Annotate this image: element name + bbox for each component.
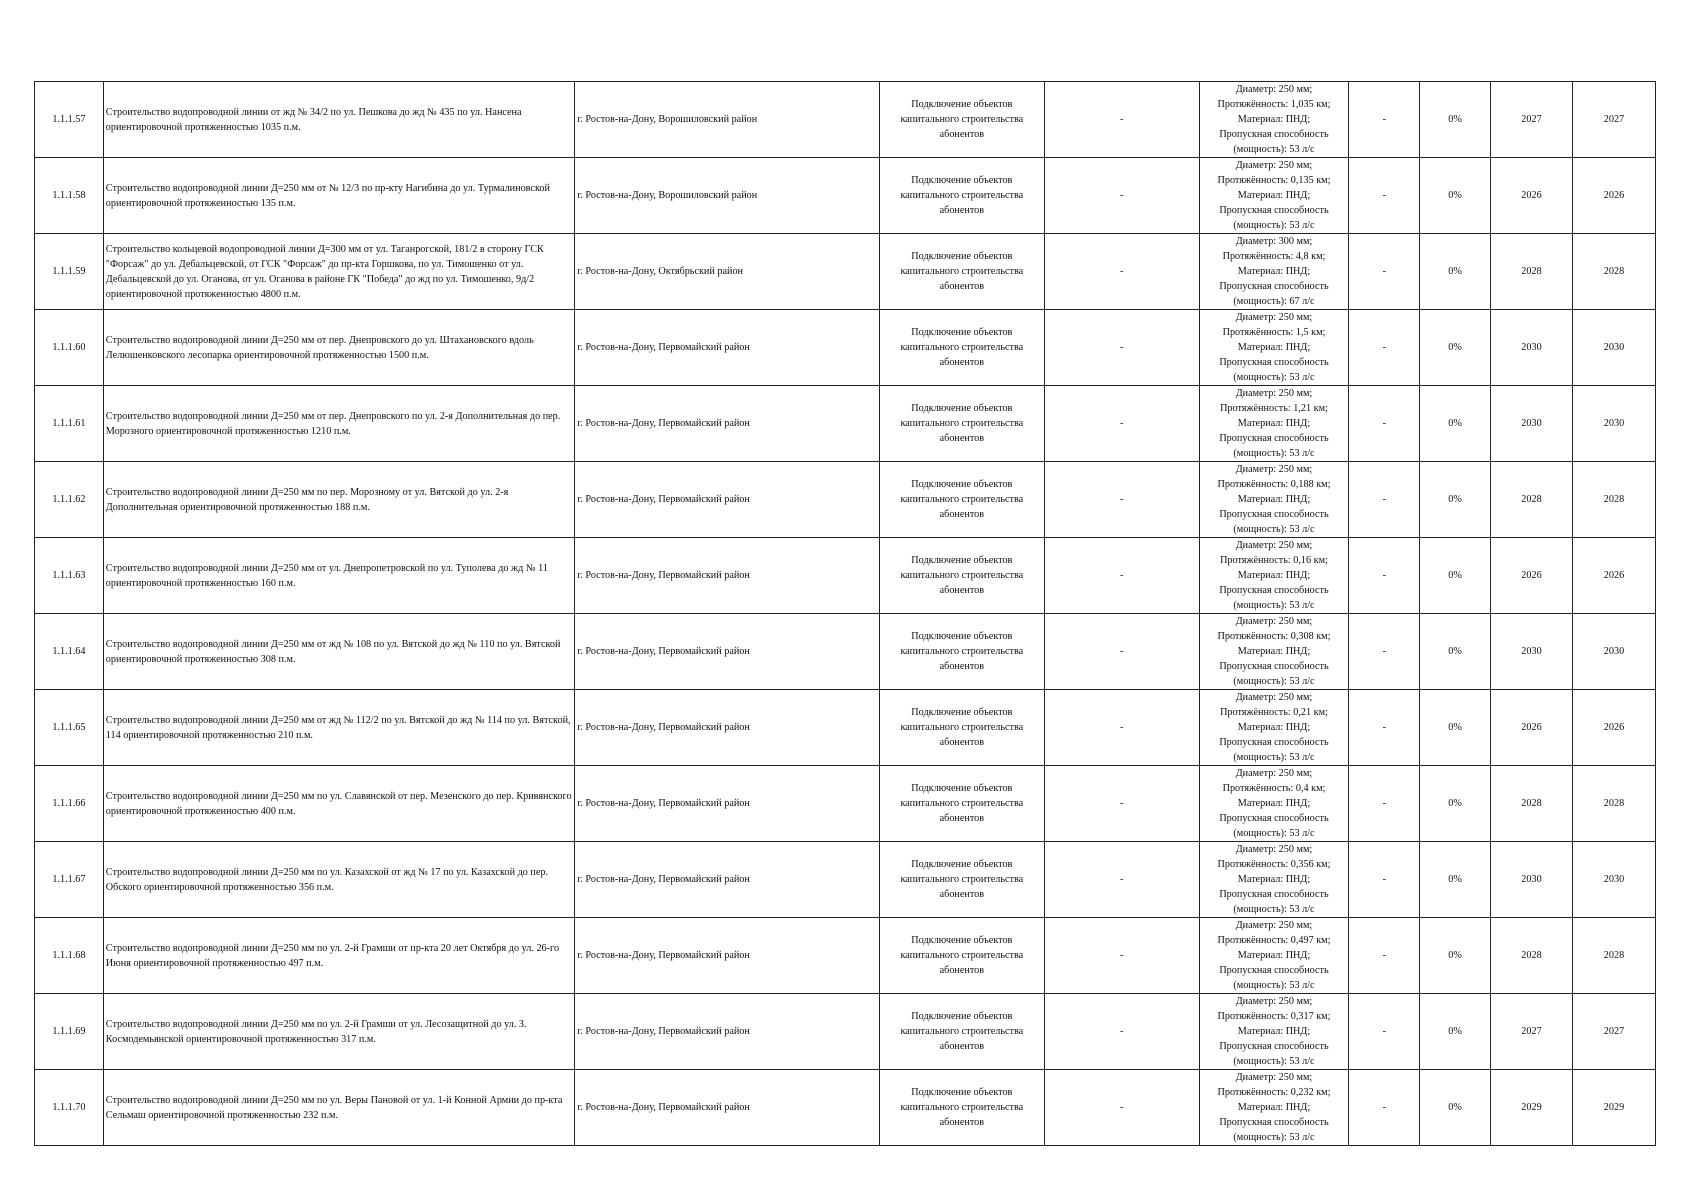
project-location: г. Ростов-на-Дону, Первомайский район — [575, 310, 880, 386]
spec-line: (мощность): 53 л/с — [1233, 828, 1315, 839]
end-year: 2030 — [1572, 310, 1655, 386]
technical-specs — [1199, 994, 1349, 1070]
start-year: 2028 — [1491, 234, 1573, 310]
end-year: 2026 — [1572, 538, 1655, 614]
project-name: Строительство водопроводной линии Д=250 мм по пер. Морозному от ул. Вятской до ул. 2-я Дополнительная ориентировочной протяженностью 188 п.м. — [103, 462, 575, 538]
empty-value-cell: - — [1044, 1070, 1199, 1146]
spec-line: Пропускная способность — [1219, 965, 1329, 976]
empty-value-cell: - — [1349, 918, 1420, 994]
spec-line: Пропускная способность — [1219, 585, 1329, 596]
row-number: 1.1.1.59 — [35, 234, 104, 310]
project-location: г. Ростов-на-Дону, Первомайский район — [575, 690, 880, 766]
project-location: г. Ростов-на-Дону, Первомайский район — [575, 462, 880, 538]
technical-specs — [1199, 538, 1349, 614]
spec-line: Материал: ПНД; — [1237, 190, 1311, 201]
empty-value-cell: - — [1349, 766, 1420, 842]
spec-line: Пропускная способность — [1219, 357, 1329, 368]
project-name: Строительство кольцевой водопроводной линии Д=300 мм от ул. Таганрогской, 181/2 в сторону ГСК "Форсаж" до ул. Дебальцевской, от ГСК "Форсаж" до пр-кта Горшкова, по ул. Тимошенко от ул. Дебальцевской до ул. Оганова, от ул. Оганова в районе ГК "Победа" до жд по ул. Тимошенко, 9д/2 ориентировочной протяженностью 4800 п.м. — [103, 234, 575, 310]
project-name: Строительство водопроводной линии Д=250 мм от пер. Днепровского по ул. 2-я Дополнительная до пер. Морозного ориентировочной протяженностью 1210 п.м. — [103, 386, 575, 462]
spec-line: Материал: ПНД; — [1237, 266, 1311, 277]
spec-line: Материал: ПНД; — [1237, 1026, 1311, 1037]
table-row — [35, 918, 1656, 994]
end-year: 2026 — [1572, 158, 1655, 234]
row-number: 1.1.1.66 — [35, 766, 104, 842]
spec-line: Диаметр: 250 мм; — [1235, 312, 1313, 323]
spec-line: Диаметр: 250 мм; — [1235, 844, 1313, 855]
table-row — [35, 614, 1656, 690]
table-row — [35, 234, 1656, 310]
empty-value-cell: - — [1044, 538, 1199, 614]
project-name: Строительство водопроводной линии Д=250 мм по ул. Казахской от жд № 17 по ул. Казахской до пер. Обского ориентировочной протяженностью 356 п.м. — [103, 842, 575, 918]
spec-line: Диаметр: 250 мм; — [1235, 388, 1313, 399]
project-purpose: Подключение объектов капитального строительства абонентов — [879, 842, 1044, 918]
start-year: 2028 — [1491, 918, 1573, 994]
table-row — [35, 82, 1656, 158]
empty-value-cell: - — [1349, 1070, 1420, 1146]
completion-percent: 0% — [1420, 614, 1491, 690]
spec-line: Диаметр: 250 мм; — [1235, 768, 1313, 779]
project-name: Строительство водопроводной линии Д=250 мм от № 12/3 по пр-кту Нагибина до ул. Турмалиновской ориентировочной протяженностью 135 п.м. — [103, 158, 575, 234]
row-number: 1.1.1.70 — [35, 1070, 104, 1146]
spec-line: Пропускная способность — [1219, 813, 1329, 824]
empty-value-cell: - — [1044, 614, 1199, 690]
start-year: 2026 — [1491, 690, 1573, 766]
end-year: 2030 — [1572, 386, 1655, 462]
spec-line: Протяжённость: 0,135 км; — [1217, 175, 1331, 186]
completion-percent: 0% — [1420, 918, 1491, 994]
completion-percent: 0% — [1420, 538, 1491, 614]
table-row — [35, 766, 1656, 842]
end-year: 2028 — [1572, 766, 1655, 842]
spec-line: Протяжённость: 0,21 км; — [1220, 707, 1328, 718]
spec-line: Протяжённость: 1,5 км; — [1222, 327, 1326, 338]
technical-specs — [1199, 386, 1349, 462]
technical-specs — [1199, 234, 1349, 310]
project-location: г. Ростов-на-Дону, Первомайский район — [575, 386, 880, 462]
spec-line: Протяжённость: 0,356 км; — [1217, 859, 1331, 870]
empty-value-cell: - — [1349, 842, 1420, 918]
project-location: г. Ростов-на-Дону, Первомайский район — [575, 918, 880, 994]
project-purpose: Подключение объектов капитального строительства абонентов — [879, 538, 1044, 614]
start-year: 2030 — [1491, 310, 1573, 386]
empty-value-cell: - — [1349, 386, 1420, 462]
spec-line: Материал: ПНД; — [1237, 1102, 1311, 1113]
project-purpose: Подключение объектов капитального строительства абонентов — [879, 234, 1044, 310]
empty-value-cell: - — [1349, 462, 1420, 538]
empty-value-cell: - — [1349, 614, 1420, 690]
project-location: г. Ростов-на-Дону, Октябрьский район — [575, 234, 880, 310]
completion-percent: 0% — [1420, 462, 1491, 538]
spec-line: Пропускная способность — [1219, 433, 1329, 444]
technical-specs — [1199, 462, 1349, 538]
row-number: 1.1.1.58 — [35, 158, 104, 234]
start-year: 2026 — [1491, 158, 1573, 234]
table-row — [35, 158, 1656, 234]
empty-value-cell: - — [1044, 386, 1199, 462]
spec-line: Диаметр: 250 мм; — [1235, 616, 1313, 627]
spec-line: (мощность): 53 л/с — [1233, 600, 1315, 611]
empty-value-cell: - — [1044, 234, 1199, 310]
project-name: Строительство водопроводной линии от жд № 34/2 по ул. Пешкова до жд № 435 по ул. Нансена ориентировочной протяженностью 1035 п.м. — [103, 82, 575, 158]
spec-line: Пропускная способность — [1219, 129, 1329, 140]
start-year: 2028 — [1491, 462, 1573, 538]
empty-value-cell: - — [1044, 690, 1199, 766]
empty-value-cell: - — [1349, 82, 1420, 158]
completion-percent: 0% — [1420, 994, 1491, 1070]
project-location: г. Ростов-на-Дону, Первомайский район — [575, 766, 880, 842]
spec-line: Пропускная способность — [1219, 1117, 1329, 1128]
empty-value-cell: - — [1044, 994, 1199, 1070]
technical-specs — [1199, 82, 1349, 158]
start-year: 2030 — [1491, 386, 1573, 462]
table-row — [35, 538, 1656, 614]
end-year: 2028 — [1572, 918, 1655, 994]
project-name: Строительство водопроводной линии Д=250 мм по ул. Славянской от пер. Мезенского до пер. Кривянского ориентировочной протяженностью 400 п.м. — [103, 766, 575, 842]
spec-line: (мощность): 53 л/с — [1233, 1132, 1315, 1143]
spec-line: Диаметр: 250 мм; — [1235, 464, 1313, 475]
project-name: Строительство водопроводной линии Д=250 мм от жд № 112/2 по ул. Вятской до жд № 114 по ул. Вятской, 114 ориентировочной протяженностью 210 п.м. — [103, 690, 575, 766]
project-name: Строительство водопроводной линии Д=250 мм от пер. Днепровского до ул. Штахановского вдоль Лелюшенковского лесопарка ориентировочной протяженностью 1500 п.м. — [103, 310, 575, 386]
completion-percent: 0% — [1420, 1070, 1491, 1146]
spec-line: Протяжённость: 0,317 км; — [1217, 1011, 1331, 1022]
spec-line: (мощность): 53 л/с — [1233, 904, 1315, 915]
spec-line: Пропускная способность — [1219, 661, 1329, 672]
project-name: Строительство водопроводной линии Д=250 мм от ул. Днепропетровской по ул. Туполева до жд № 11 ориентировочной протяженностью 160 п.м. — [103, 538, 575, 614]
project-purpose: Подключение объектов капитального строительства абонентов — [879, 766, 1044, 842]
project-purpose: Подключение объектов капитального строительства абонентов — [879, 158, 1044, 234]
completion-percent: 0% — [1420, 842, 1491, 918]
spec-line: (мощность): 53 л/с — [1233, 980, 1315, 991]
end-year: 2030 — [1572, 614, 1655, 690]
project-purpose: Подключение объектов капитального строительства абонентов — [879, 994, 1044, 1070]
technical-specs — [1199, 766, 1349, 842]
technical-specs — [1199, 310, 1349, 386]
start-year: 2027 — [1491, 994, 1573, 1070]
table-row — [35, 842, 1656, 918]
spec-line: Диаметр: 250 мм; — [1235, 540, 1313, 551]
start-year: 2026 — [1491, 538, 1573, 614]
empty-value-cell: - — [1044, 310, 1199, 386]
row-number: 1.1.1.60 — [35, 310, 104, 386]
technical-specs — [1199, 1070, 1349, 1146]
completion-percent: 0% — [1420, 766, 1491, 842]
spec-line: Пропускная способность — [1219, 509, 1329, 520]
project-name: Строительство водопроводной линии Д=250 мм от жд № 108 по ул. Вятской до жд № 110 по ул. Вятской ориентировочной протяженностью 308 п.м. — [103, 614, 575, 690]
empty-value-cell: - — [1044, 918, 1199, 994]
completion-percent: 0% — [1420, 82, 1491, 158]
project-name: Строительство водопроводной линии Д=250 мм по ул. 2-й Грамши от ул. Лесозащитной до ул. З. Космодемьянской ориентировочной протяженностью 317 п.м. — [103, 994, 575, 1070]
end-year: 2027 — [1572, 994, 1655, 1070]
spec-line: (мощность): 53 л/с — [1233, 752, 1315, 763]
empty-value-cell: - — [1349, 690, 1420, 766]
project-location: г. Ростов-на-Дону, Первомайский район — [575, 842, 880, 918]
spec-line: Протяжённость: 0,308 км; — [1217, 631, 1331, 642]
table-row — [35, 310, 1656, 386]
completion-percent: 0% — [1420, 310, 1491, 386]
spec-line: Протяжённость: 1,21 км; — [1220, 403, 1328, 414]
row-number: 1.1.1.57 — [35, 82, 104, 158]
empty-value-cell: - — [1044, 842, 1199, 918]
row-number: 1.1.1.62 — [35, 462, 104, 538]
project-location: г. Ростов-на-Дону, Первомайский район — [575, 1070, 880, 1146]
spec-line: Пропускная способность — [1219, 737, 1329, 748]
spec-line: (мощность): 53 л/с — [1233, 676, 1315, 687]
empty-value-cell: - — [1349, 310, 1420, 386]
spec-line: Материал: ПНД; — [1237, 950, 1311, 961]
row-number: 1.1.1.68 — [35, 918, 104, 994]
end-year: 2027 — [1572, 82, 1655, 158]
row-number: 1.1.1.64 — [35, 614, 104, 690]
project-location: г. Ростов-на-Дону, Ворошиловский район — [575, 82, 880, 158]
project-purpose: Подключение объектов капитального строительства абонентов — [879, 386, 1044, 462]
project-purpose: Подключение объектов капитального строительства абонентов — [879, 1070, 1044, 1146]
spec-line: (мощность): 67 л/с — [1233, 296, 1315, 307]
table-row — [35, 462, 1656, 538]
spec-line: Диаметр: 250 мм; — [1235, 84, 1313, 95]
completion-percent: 0% — [1420, 690, 1491, 766]
row-number: 1.1.1.69 — [35, 994, 104, 1070]
spec-line: Диаметр: 250 мм; — [1235, 692, 1313, 703]
project-purpose: Подключение объектов капитального строительства абонентов — [879, 918, 1044, 994]
spec-line: Протяжённость: 4,8 км; — [1222, 251, 1326, 262]
row-number: 1.1.1.65 — [35, 690, 104, 766]
empty-value-cell: - — [1349, 538, 1420, 614]
spec-line: Материал: ПНД; — [1237, 722, 1311, 733]
spec-line: (мощность): 53 л/с — [1233, 144, 1315, 155]
start-year: 2029 — [1491, 1070, 1573, 1146]
technical-specs — [1199, 690, 1349, 766]
spec-line: Материал: ПНД; — [1237, 798, 1311, 809]
spec-line: Материал: ПНД; — [1237, 494, 1311, 505]
start-year: 2030 — [1491, 614, 1573, 690]
end-year: 2026 — [1572, 690, 1655, 766]
completion-percent: 0% — [1420, 386, 1491, 462]
project-name: Строительство водопроводной линии Д=250 мм по ул. Веры Пановой от ул. 1-й Конной Армии до пр-кта Сельмаш ориентировочной протяженностью 232 п.м. — [103, 1070, 575, 1146]
project-location: г. Ростов-на-Дону, Первомайский район — [575, 538, 880, 614]
spec-line: Диаметр: 250 мм; — [1235, 996, 1313, 1007]
spec-line: Протяжённость: 1,035 км; — [1217, 99, 1331, 110]
spec-line: Диаметр: 300 мм; — [1235, 236, 1313, 247]
spec-line: Пропускная способность — [1219, 281, 1329, 292]
spec-line: (мощность): 53 л/с — [1233, 220, 1315, 231]
spec-line: (мощность): 53 л/с — [1233, 524, 1315, 535]
spec-line: (мощность): 53 л/с — [1233, 1056, 1315, 1067]
empty-value-cell: - — [1044, 766, 1199, 842]
table-row — [35, 994, 1656, 1070]
technical-specs — [1199, 614, 1349, 690]
spec-line: Протяжённость: 0,188 км; — [1217, 479, 1331, 490]
empty-value-cell: - — [1349, 158, 1420, 234]
project-purpose: Подключение объектов капитального строительства абонентов — [879, 462, 1044, 538]
empty-value-cell: - — [1044, 158, 1199, 234]
project-purpose: Подключение объектов капитального строительства абонентов — [879, 614, 1044, 690]
project-location: г. Ростов-на-Дону, Первомайский район — [575, 614, 880, 690]
project-location: г. Ростов-на-Дону, Ворошиловский район — [575, 158, 880, 234]
spec-line: Диаметр: 250 мм; — [1235, 920, 1313, 931]
end-year: 2028 — [1572, 234, 1655, 310]
spec-line: Материал: ПНД; — [1237, 342, 1311, 353]
completion-percent: 0% — [1420, 158, 1491, 234]
end-year: 2029 — [1572, 1070, 1655, 1146]
technical-specs — [1199, 918, 1349, 994]
spec-line: Материал: ПНД; — [1237, 646, 1311, 657]
row-number: 1.1.1.61 — [35, 386, 104, 462]
technical-specs — [1199, 842, 1349, 918]
technical-specs — [1199, 158, 1349, 234]
completion-percent: 0% — [1420, 234, 1491, 310]
spec-line: Протяжённость: 0,232 км; — [1217, 1087, 1331, 1098]
projects-table — [34, 81, 1656, 1146]
project-name: Строительство водопроводной линии Д=250 мм по ул. 2-й Грамши от пр-кта 20 лет Октября до ул. 26-го Июня ориентировочной протяженностью 497 п.м. — [103, 918, 575, 994]
empty-value-cell: - — [1349, 234, 1420, 310]
project-purpose: Подключение объектов капитального строительства абонентов — [879, 82, 1044, 158]
spec-line: Протяжённость: 0,497 км; — [1217, 935, 1331, 946]
spec-line: Протяжённость: 0,4 км; — [1222, 783, 1326, 794]
spec-line: (мощность): 53 л/с — [1233, 448, 1315, 459]
spec-line: Пропускная способность — [1219, 889, 1329, 900]
start-year: 2027 — [1491, 82, 1573, 158]
spec-line: Протяжённость: 0,16 км; — [1220, 555, 1328, 566]
start-year: 2028 — [1491, 766, 1573, 842]
start-year: 2030 — [1491, 842, 1573, 918]
table-row — [35, 1070, 1656, 1146]
table-row — [35, 690, 1656, 766]
end-year: 2028 — [1572, 462, 1655, 538]
empty-value-cell: - — [1044, 462, 1199, 538]
spec-line: Диаметр: 250 мм; — [1235, 160, 1313, 171]
empty-value-cell: - — [1044, 82, 1199, 158]
row-number: 1.1.1.63 — [35, 538, 104, 614]
spec-line: Материал: ПНД; — [1237, 418, 1311, 429]
project-location: г. Ростов-на-Дону, Первомайский район — [575, 994, 880, 1070]
spec-line: Пропускная способность — [1219, 205, 1329, 216]
table-row — [35, 386, 1656, 462]
end-year: 2030 — [1572, 842, 1655, 918]
spec-line: Диаметр: 250 мм; — [1235, 1072, 1313, 1083]
spec-line: Материал: ПНД; — [1237, 114, 1311, 125]
empty-value-cell: - — [1349, 994, 1420, 1070]
spec-line: Пропускная способность — [1219, 1041, 1329, 1052]
spec-line: Материал: ПНД; — [1237, 570, 1311, 581]
table-body — [35, 82, 1656, 1146]
row-number: 1.1.1.67 — [35, 842, 104, 918]
spec-line: (мощность): 53 л/с — [1233, 372, 1315, 383]
project-purpose: Подключение объектов капитального строительства абонентов — [879, 690, 1044, 766]
project-purpose: Подключение объектов капитального строительства абонентов — [879, 310, 1044, 386]
spec-line: Материал: ПНД; — [1237, 874, 1311, 885]
